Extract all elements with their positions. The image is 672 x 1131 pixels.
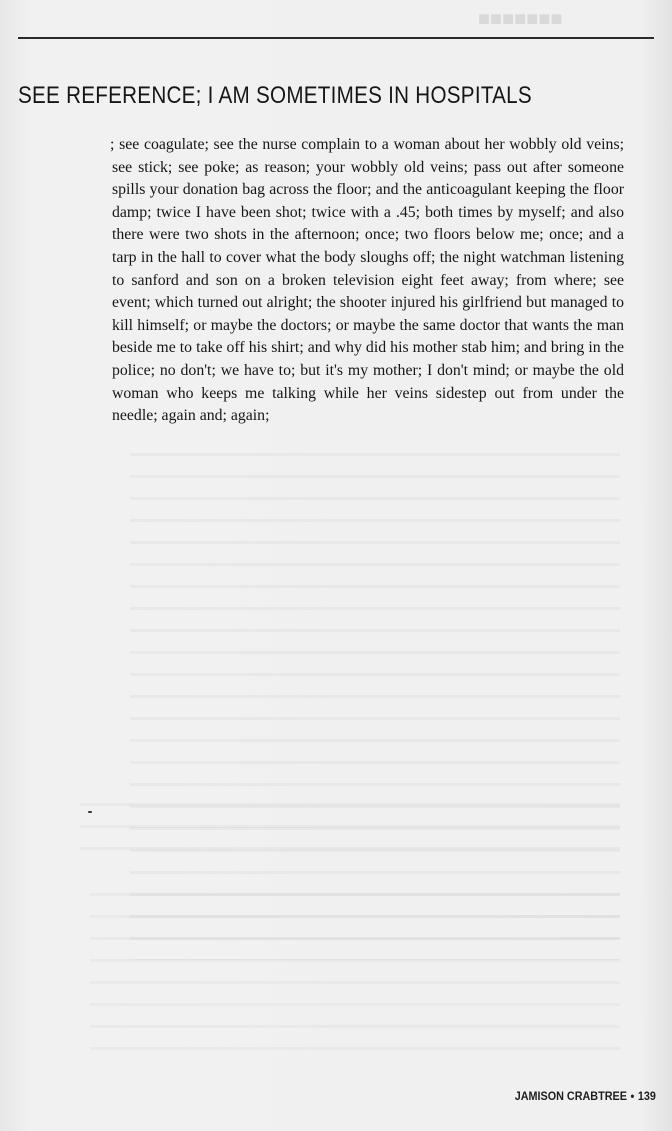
header-rule <box>18 37 654 39</box>
bleed-through-text-bottom <box>90 880 620 1050</box>
footer-author: JAMISON CRABTREE <box>514 1089 627 1103</box>
page-number: 139 <box>637 1089 656 1103</box>
page-footer <box>515 1089 656 1103</box>
ink-speck <box>88 811 92 813</box>
poem-title: SEE REFERENCE; I AM SOMETIMES IN HOSPITALS <box>18 82 532 109</box>
bleed-through-header: ■■■■■■■ <box>478 8 563 30</box>
bleed-through-text-lower <box>80 790 620 850</box>
footer-separator: • <box>630 1089 635 1103</box>
poem-body: ; see coagulate; see the nurse complain to a woman about her wobbly old veins; see stick; see poke; as reason; your wobbly old veins; pass out after someone spills your donation bag across the floor; and the anticoagulant keeping the floor damp; twice I have been shot; twice with a .45; both times by myself; and also there were two shots in the afternoon; once; two floors below me; once; and a tarp in the hall to cover what the body sloughs off; the night watchman listening to sanford and son on a broken television eight feet away; from where; see event; which turned out alright; the shooter injured his girlfriend but managed to kill himself; or maybe the doctors; or maybe the same doctor that wants the man beside me to take off his shirt; and why did his mother stab him; and bring in the police; no don't; we have to; but it's my mother; I don't mind; or maybe the old woman who keeps me talking while her veins sidestep out from under the needle; again and; again; <box>110 136 624 425</box>
